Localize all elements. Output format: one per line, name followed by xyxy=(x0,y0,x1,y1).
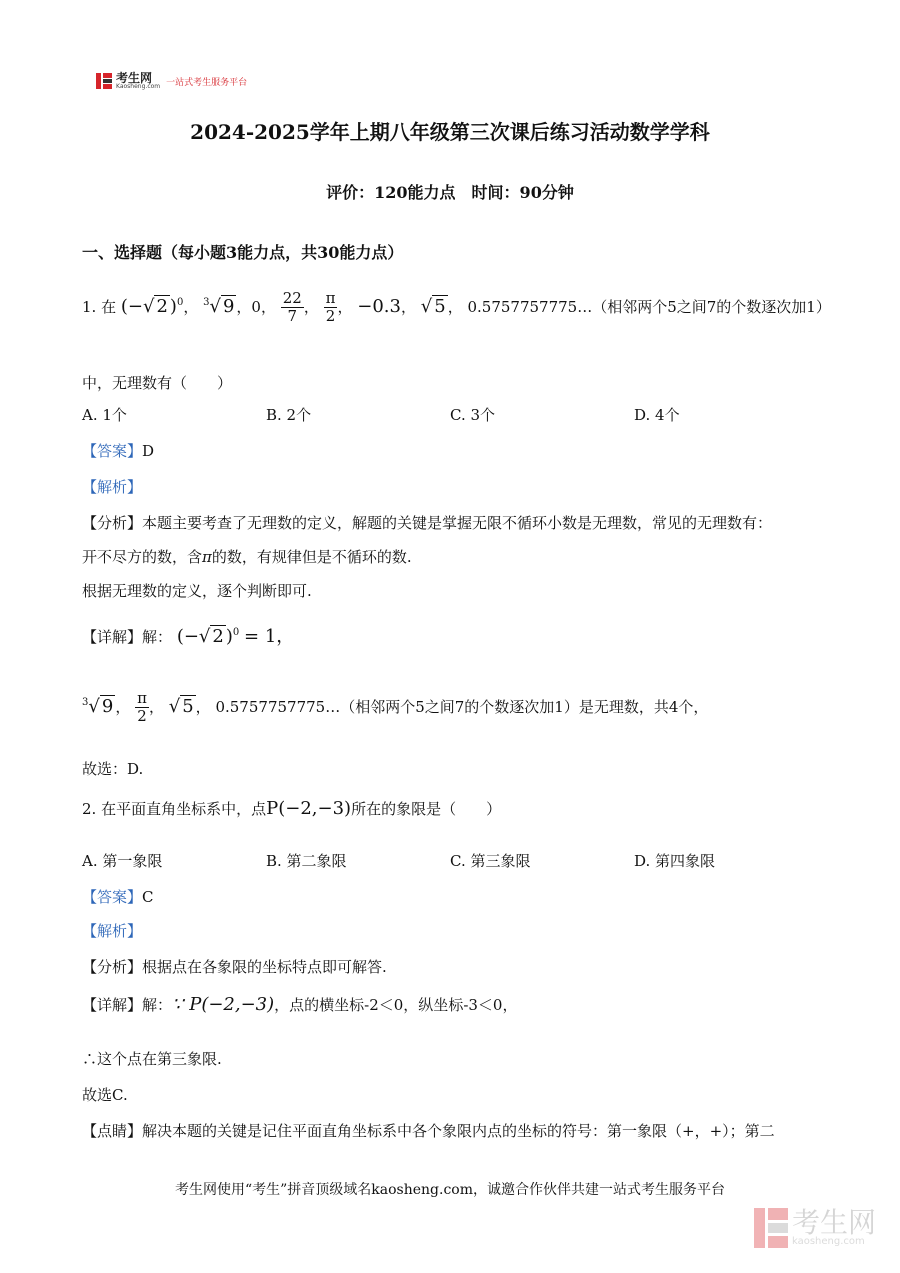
q2-dianjing xyxy=(82,1120,775,1141)
q2-therefore: ∴这个点在第三象限. xyxy=(82,1050,222,1068)
q1-detail-line2: $^3$√ 9 ， $\frac{\pi}{2}$ ， √ 5 ， 0.5757757775…（相邻两个5之间7的个数逐次加1）是无理数，共4个， xyxy=(82,689,709,726)
q1-fenxi xyxy=(82,512,772,533)
q1-fenxi2b: 的数，有规律但是不循环的数. xyxy=(211,548,412,566)
q1-note: （相邻两个5之间7的个数逐次加1） xyxy=(592,297,831,316)
q1-item-power: (−√ 2 )$^0$ xyxy=(120,295,184,317)
q2-number: 2. xyxy=(82,800,97,818)
q1-option-b: B. 2个 xyxy=(266,406,312,424)
logo-name: 考生网 xyxy=(116,71,153,85)
q1-detail-tag: 【详解】 xyxy=(82,628,143,646)
q2-option-d: D. 第四象限 xyxy=(634,852,716,870)
q2-analysis-tag: 【解析】 xyxy=(82,922,143,940)
watermark-domain: kaosheng.com xyxy=(791,1236,865,1247)
q2-detail-b: ，点的横坐标-2＜0，纵坐标-3＜0， xyxy=(274,996,518,1014)
watermark-logo xyxy=(754,1208,876,1248)
q1-item-fraction-22-7: $\frac{22}{7}$ xyxy=(282,289,302,326)
q2-option-b: B. 第二象限 xyxy=(266,852,347,870)
q1-fenxi-tag: 【分析】 xyxy=(82,514,143,532)
q2-dianjing-text: 解决本题的关键是记住平面直角坐标系中各个象限内点的坐标的符号：第一象限（+，+）；第二 xyxy=(142,1122,775,1140)
q1-fenxi2a: 开不尽方的数，含 xyxy=(82,548,203,566)
q2-text-b: 所在的象限是（ ） xyxy=(351,800,502,818)
q2-answer xyxy=(82,886,154,907)
q2-fenxi xyxy=(82,956,387,977)
q2-detail-point: ∵ P(−2,−3) xyxy=(172,994,275,1015)
q2-option-a: A. 第一象限 xyxy=(82,852,163,870)
q1-item-number: 0.5757757775… xyxy=(467,297,593,316)
q1-stem-line2: 中，无理数有（ ） xyxy=(82,374,233,392)
pi-symbol: π xyxy=(202,548,212,566)
q1-detail-sqrt5: √ 5 xyxy=(168,695,194,717)
q2-option-c: C. 第三象限 xyxy=(450,852,531,870)
q1-detail-note: （相邻两个5之间7的个数逐次加1）是无理数，共4个， xyxy=(340,697,709,716)
q1-detail-cuberoot: $^3$√ 9 xyxy=(82,695,114,717)
q2-point: P(−2,−3) xyxy=(266,798,352,819)
q1-item-sqrt5: √ 5 xyxy=(420,295,446,317)
q2-fenxi-tag: 【分析】 xyxy=(82,958,143,976)
watermark-name: 考生网 xyxy=(791,1206,876,1239)
q2-answer-tag: 【答案】 xyxy=(82,888,143,906)
q1-detail-text: 解： xyxy=(142,628,173,646)
q1-conclusion: 故选：D. xyxy=(82,760,144,778)
q1-answer-value: D xyxy=(142,442,155,460)
q1-item-cuberoot: $^3$√ 9 xyxy=(203,295,235,317)
q2-answer-value: C xyxy=(142,888,154,906)
header-logo xyxy=(96,72,247,90)
q1-option-c: C. 3个 xyxy=(450,406,496,424)
q2-dianjing-tag: 【点睛】 xyxy=(82,1122,143,1140)
q2-stem xyxy=(82,798,501,819)
q1-detail xyxy=(82,622,294,648)
watermark-icon xyxy=(754,1208,788,1248)
q2-options xyxy=(82,850,782,870)
q1-analysis-tag: 【解析】 xyxy=(82,478,143,496)
q1-fenxi-text: 本题主要考查了无理数的定义，解题的关键是掌握无限不循环小数是无理数，常见的无理数有： xyxy=(142,514,773,532)
q2-fenxi-text: 根据点在各象限的坐标特点即可解答. xyxy=(142,958,387,976)
page-subtitle: 评价：120能力点 时间：90分钟 xyxy=(326,183,574,202)
page-footer: 考生网使用“考生”拼音顶级域名kaosheng.com，诚邀合作伙伴共建一站式考生服务平台 xyxy=(174,1182,726,1198)
q2-detail-tag: 【详解】 xyxy=(82,996,143,1014)
section-heading: 一、选择题（每小题3能力点，共30能力点） xyxy=(82,243,404,262)
q1-fenxi-line2 xyxy=(82,546,412,567)
q1-option-d: D. 4个 xyxy=(634,406,680,424)
q1-answer-tag: 【答案】 xyxy=(82,442,143,460)
q1-prefix: 在 xyxy=(101,297,117,316)
q1-detail-power: (−√ 2 )$^0$ xyxy=(176,626,240,647)
q1-fenxi-line3: 根据无理数的定义，逐个判断即可. xyxy=(82,582,312,600)
q1-answer xyxy=(82,440,154,461)
q2-detail xyxy=(82,994,517,1015)
q1-detail-number: 0.5757757775… xyxy=(215,697,341,716)
q1-stem: 1. 在 (−√ 2 )$^0$， $^3$√ 9 ，0， $\frac{22}{7}$ ， $\frac{\pi}{2}$ ， −0.3， √ 5 ， 0.5757757775…（相邻两个5之间7的个数逐次加1） xyxy=(82,289,831,326)
logo-icon xyxy=(96,73,112,89)
q1-detail-fraction-pi-2: $\frac{\pi}{2}$ xyxy=(137,689,147,726)
page-title: 2024-2025学年上期八年级第三次课后练习活动数学学科 xyxy=(190,120,710,144)
q1-detail-eq: = 1， xyxy=(244,626,295,647)
q1-options xyxy=(82,404,782,424)
q1-option-a: A. 1个 xyxy=(82,406,127,424)
q1-item-fraction-pi-2: $\frac{\pi}{2}$ xyxy=(325,289,336,326)
logo-slogan: 一站式考生服务平台 xyxy=(166,77,248,88)
q1-number: 1. xyxy=(82,297,97,316)
q2-conclusion: 故选C. xyxy=(82,1086,128,1104)
q2-detail-a: 解： xyxy=(142,996,173,1014)
q1-item-neg: −0.3 xyxy=(357,295,401,317)
q2-text-a: 在平面直角坐标系中，点 xyxy=(101,800,267,818)
logo-domain: Kaosheng.com xyxy=(116,83,161,90)
